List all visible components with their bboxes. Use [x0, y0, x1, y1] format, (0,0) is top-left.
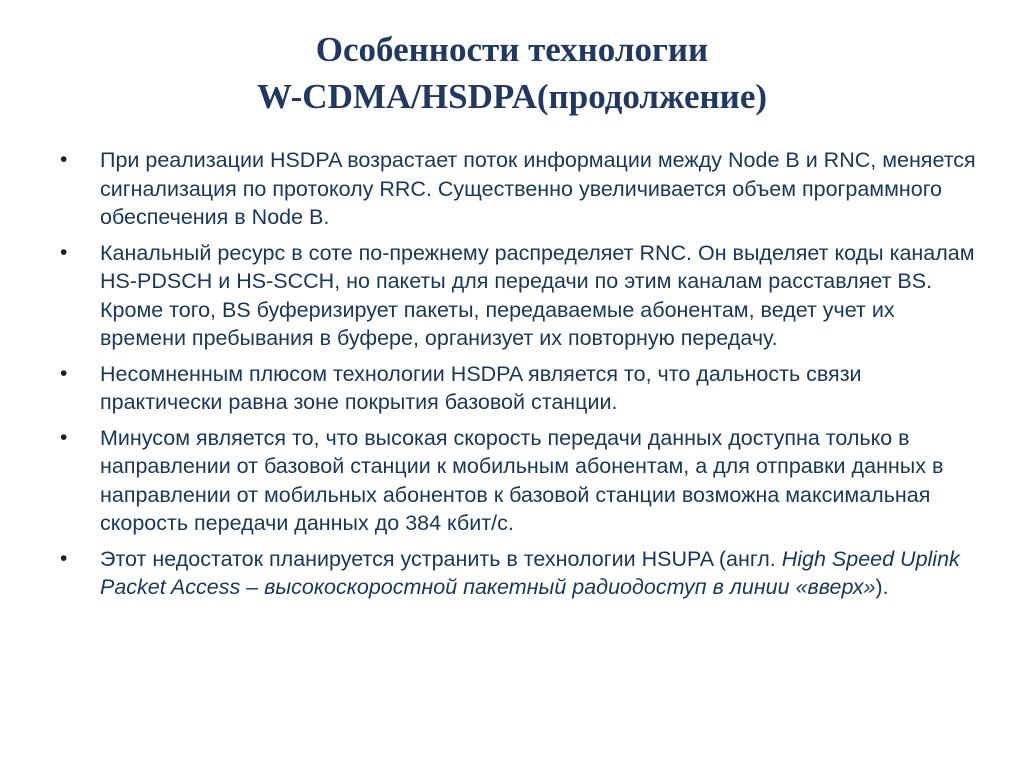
bullet-item-4 [60, 424, 980, 538]
bullet-text: Несомненным плюсом технологии HSDPA является то, что дальность связи практически равна зоне покрытия базовой станции. [100, 361, 862, 414]
bullet-text: Канальный ресурс в соте по-прежнему распределяет RNC. Он выделяет коды каналам HS-PDSCH и HS-SCCH, но пакеты для передачи по этим каналам расставляет BS. Кроме того, BS буферизирует пакеты, передаваемые абонентам, ведет учет их времени пребывания в буфере, организует их повторную передачу. [100, 240, 975, 350]
slide-title-line-1: Особенности технологии [315, 30, 709, 69]
bullet-item-2 [60, 239, 980, 353]
bullet-text-english-term: High Speed Uplink Packet Access [100, 546, 960, 599]
bullet-text [100, 545, 980, 602]
bullet-text-prefix: Этот недостаток планируется устранить в технологии HSUPA (англ. [100, 546, 782, 571]
bullet-text-suffix: ). [875, 575, 889, 599]
bullet-item-5 [60, 545, 980, 602]
bullet-icon: • [60, 425, 68, 449]
bullet-text: Минусом является то, что высокая скорость передачи данных доступна только в направлении от базовой станции к мобильным абонентам, а для отправки данных в направлении от мобильных абонентов к базовой станции возможна максимальная скорость передачи данных до 384 кбит/с. [100, 425, 944, 535]
slide-title-line-2: W-CDMA/HSDPA(продолжение) [256, 77, 768, 116]
bullet-text-dash: – [240, 575, 265, 599]
bullet-icon: • [60, 361, 68, 385]
bullet-text-russian-term: высокоскоростной пакетный радиодоступ в линии «вверх» [264, 575, 876, 599]
bullet-item-3 [60, 360, 980, 417]
bullet-text: При реализации HSDPA возрастает поток информации между Node B и RNC, меняется сигнализация по протоколу RRC. Существенно увеличивается объем программного обеспечения в Node B. [100, 148, 976, 229]
bullet-icon: • [60, 148, 68, 171]
bullet-list [60, 146, 980, 609]
bullet-icon: • [60, 546, 68, 570]
bullet-item-1 [60, 146, 980, 232]
bullet-icon: • [60, 240, 68, 264]
slide-title [100, 26, 924, 120]
